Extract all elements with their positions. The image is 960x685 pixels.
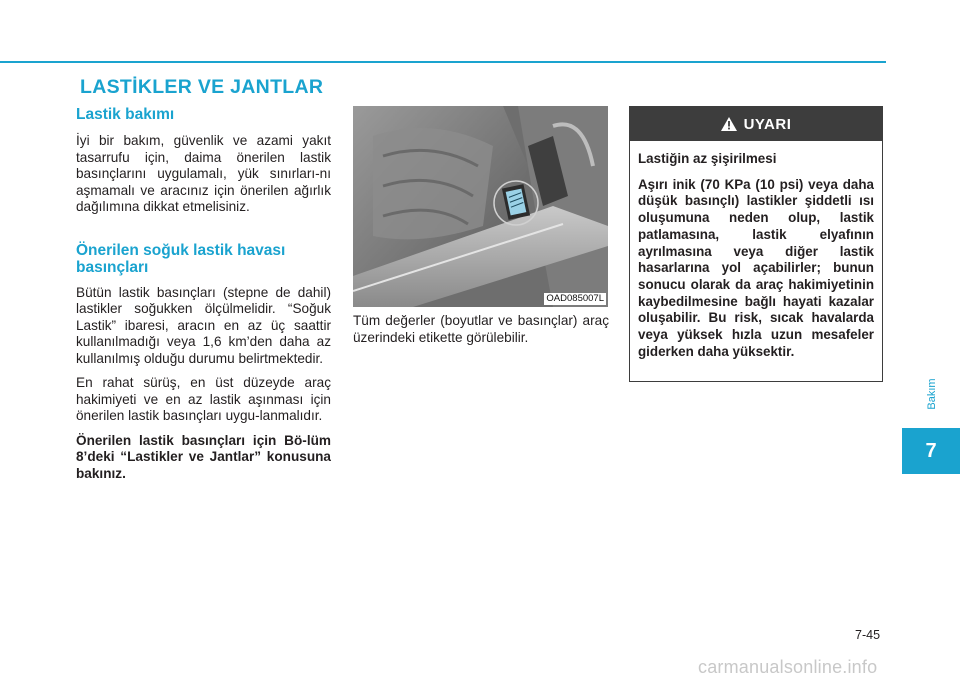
- paragraph-see-chapter: Önerilen lastik basınçları için Bö-lüm 8’deki “Lastikler ve Jantlar” konusuna bakınız.: [76, 432, 331, 481]
- paragraph-recommended: En rahat sürüş, en üst düzeyde araç hakimiyeti ve en az lastik aşınması için önerilen lastik basınçları uygu-lanmalıdır.: [76, 375, 331, 423]
- section-title: LASTİKLER VE JANTLAR: [80, 76, 324, 98]
- warning-label: UYARI: [743, 115, 792, 133]
- warning-box: [629, 106, 883, 382]
- heading-tire-maintenance: Lastik bakımı: [76, 106, 175, 123]
- side-tab-label: Bakım: [926, 378, 938, 410]
- warning-body: [630, 141, 882, 360]
- left-column: [76, 106, 331, 490]
- warning-title: Lastiğin az şişirilmesi: [638, 151, 777, 166]
- watermark: carmanualsonline.info: [698, 657, 878, 677]
- middle-column: [353, 313, 609, 354]
- paragraph-label-values: Tüm değerler (boyutlar ve basınçlar) araç üzerindeki etikette görülebilir.: [353, 313, 609, 345]
- warning-triangle-icon: [721, 117, 737, 131]
- door-sill-illustration: [353, 106, 608, 307]
- heading-cold-pressure: Önerilen soğuk lastik havası basınçları: [76, 241, 286, 276]
- page-number: 7-45: [855, 628, 881, 642]
- paragraph-cold-tires: Bütün lastik basınçları (stepne de dahil) lastikler soğukken ölçülmelidir. “Soğuk Lastik” ibaresi, aracın en az üç saattir kullanılmadığı veya 1,6 km’den daha az kullanılmış olduğu durumu belirtmektedir.: [76, 284, 331, 366]
- top-rule: [0, 61, 886, 63]
- door-sill-label-photo: [353, 106, 608, 307]
- paragraph-maintenance: İyi bir bakım, güvenlik ve azami yakıt tasarrufu için, daima önerilen lastik basınçlarını uygulamalı, yük sınırları-nı aşmamalı ve aracınız için önerilen ağırlık dağılımına dikkat etmelisiniz.: [76, 133, 331, 214]
- warning-header: [630, 107, 882, 141]
- warning-text: Aşırı inik (70 KPa (10 psi) veya daha düşük basınçlı) lastikler şiddetli ısı oluşumuna neden olup, lastik patlamasına, lastik elyafının ayrılmasına veya diğer lastik hasarlarına yol açabilirler; bunun sonucu olarak da araç hakimiyetinin kaybedilmesine bağlı hayati kazalar oluşabilir. Bu risk, sıcak havalarda veya yüksek hızla uzun mesafeler giderken daha yüksektir.: [638, 176, 874, 359]
- chapter-tab: 7: [902, 428, 960, 474]
- image-code: OAD085007L: [546, 293, 604, 304]
